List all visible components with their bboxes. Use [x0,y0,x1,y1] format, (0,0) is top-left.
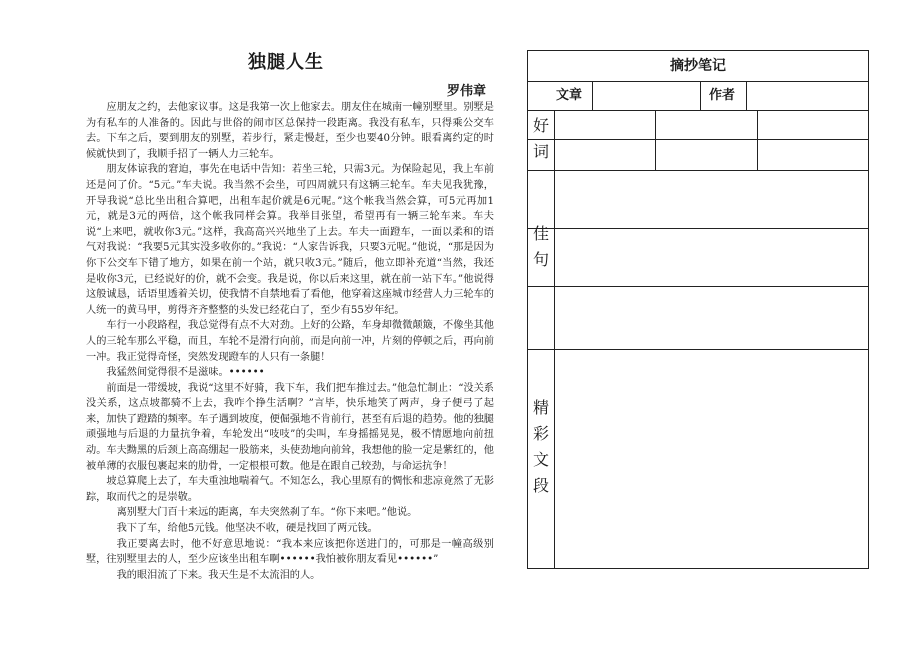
vocab-row [528,140,868,171]
sentence-line [554,287,868,350]
article-title: 独腿人生 [248,52,324,73]
article-divider [700,81,701,110]
author-field[interactable] [746,81,747,110]
sentence-line [528,229,868,287]
paragraph: 离别墅大门百十来远的距离，车夫突然刹了车。“你下来吧。”他说。 [116,507,418,519]
paragraph: 应朋友之约，去他家议事。这是我第一次上他家去。朋友住在城南一幢别墅里。别墅是为有私车的人准备的。因此与世俗的闹市区总保持一段距离。我没有私车，只得乘公交车去。下车之后，要到朋友的别墅，若步行，紧走慢赶，至少也要40分钟。眼看离约定的时候就快到了，我顺手招了一辆人力三轮车。 [86,102,494,160]
notes-table [527,50,869,569]
vocab-cell-2 [655,140,656,170]
paragraph: 我的眼泪流了下来。我天生是不太流泪的人。 [116,569,321,581]
article-author: 罗伟章 [446,84,486,99]
article-body [86,100,494,583]
paragraph: 我猛然间觉得很不是滋味。•••••• [106,367,265,379]
sentence-line [528,171,868,229]
sentence-section-label [528,221,554,275]
paragraph: 我正要离去时，他不好意思地说：“我本来应该把你送进门的，可那是一幢高级别墅，往别墅里去的人，至少应该坐出租车啊••••••我怕被你朋友看见••••••” [86,538,494,566]
passage-char: 精 [532,398,549,417]
passage-char: 彩 [532,424,549,443]
paragraph: 车行一小段路程，我总觉得有点不大对劲。上好的公路，车身却微微颠簸，不像坐其他人的三轮车那么平稳，而且，车轮不是滑行向前，而是向前一冲，片刻的停顿之后，再向前一冲。我正觉得奇怪，突然发现蹬车的人只有一条腿！ [86,320,494,363]
vocab-char: 词 [532,142,549,161]
paragraph: 坡总算爬上去了，车夫重浊地喘着气。不知怎么，我心里原有的惆怅和悲凉竟然了无影踪，取而代之的是崇敬。 [86,476,494,503]
paragraph: 我下了车，给他5元钱。他坚决不收，硬是找回了两元钱。 [116,523,378,535]
sentence-char: 句 [532,250,549,269]
vocab-cell-1 [554,140,555,170]
vocab-cell-1 [554,110,555,139]
vocab-row [528,110,868,140]
vocab-char: 好 [532,116,549,135]
vocab-cell-3 [757,110,758,139]
paragraph: 前面是一带缓坡，我说“这里不好骑，我下车，我们把车推过去。”他急忙制止：“没关系没关系，这点坡都骑不上去，我咋个挣生活啊？”言毕，快乐地笑了两声，身子便弓了起来，加快了蹬踏的频率。车子遇到坡度，便倔强地不肯前行，甚至有后退的趋势。他的独腿顽强地与后退的力量抗争着，车轮发出“吱吱”的尖叫，车身摇摇晃晃，极不情愿地向前扭动。车夫黝黑的后颈上高高绷起一股筋来，头使劲地向前耸，我想他的脸一定是紫红的，他被单薄的衣服包裹起来的肋骨，一定根根可数。他是在跟自己较劲，与命运抗争！ [86,382,494,472]
notes-title: 摘抄笔记 [670,58,726,74]
article-info-row [528,81,868,111]
vocab-cell-3 [757,140,758,170]
vocab-section-label [528,113,554,167]
notes-header [528,51,868,82]
passage-char: 段 [532,476,549,495]
author-label: 作者 [709,88,736,103]
paragraph: 朋友体谅我的窘迫，事先在电话中告知：若坐三轮，只需3元。为保险起见，我上车前还是问了价。“5元。”车夫说。我当然不会坐，可四周就只有这辆三轮车。车夫见我犹豫，开导我说“总比坐出租合算吧，出租车起价就是6元呢。”这个帐我当然会算，可5元再加1元，就是3元的两倍，这个帐我同样会算。我举目张望，希望再有一辆三轮车来。车夫说“上来吧，就收你3元。”这样，我高高兴兴地坐了上去。车夫一面蹬车，一面以柔和的语气对我说：“我要5元其实没多收你的。”我说：“人家告诉我，只要3元呢。”他说，“那是因为你下公交车下错了地方，如果在前一个站，就只收3元。”随后，他立即补充道“当然，我还是收你3元，已经说好的价，就不会变。我是说，你以后来这里，就在前一站下车。”他说得这般诚恳，话语里透着关切，使我情不自禁地看了看他，他穿着这座城市经营人力三轮车的人统一的黄马甲，剪得齐齐整整的头发已经花白了，至少有55岁年纪。 [86,164,494,316]
passage-char: 文 [532,450,549,469]
vocab-cell-2 [655,110,656,139]
article-field[interactable] [592,81,593,110]
article-label: 文章 [556,88,583,103]
passage-section-label [528,395,554,505]
section-divider [528,349,554,350]
sentence-char: 佳 [532,224,549,243]
